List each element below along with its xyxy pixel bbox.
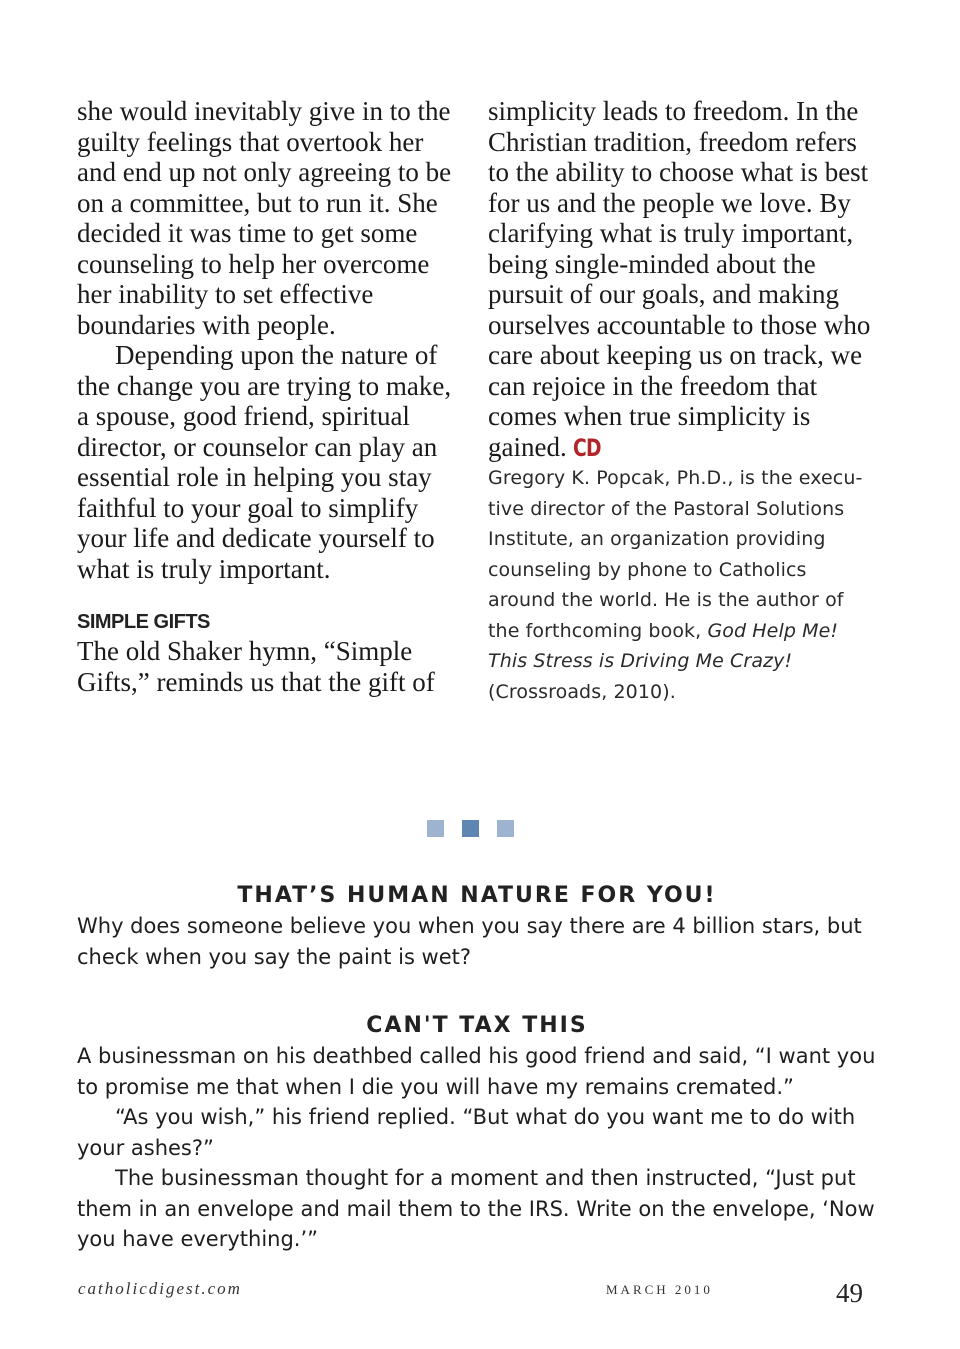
- left-column: [77, 96, 462, 697]
- page-number: 49: [836, 1278, 863, 1308]
- joke-1-text: Why does someone believe you when you say there are 4 billion stars, but check when you say the paint is wet?: [77, 914, 862, 969]
- separator-square-2: [462, 820, 479, 837]
- footer-issue-date: MARCH 2010: [606, 1282, 713, 1297]
- joke-2-paragraph-2: “As you wish,” his friend replied. “But what do you want me to do with your ashes?”: [77, 1105, 856, 1160]
- left-paragraph-3: The old Shaker hymn, “Simple Gifts,” reminds us that the gift of: [77, 636, 435, 697]
- separator-square-3: [497, 820, 514, 837]
- right-paragraph-1: [488, 96, 880, 463]
- bio-publisher: (Crossroads, 2010).: [488, 680, 676, 703]
- left-paragraph-2: Depending upon the nature of the change you are trying to make, a spouse, good friend, spiritual director, or counselor can play an essential role in helping you stay faithful to your goal to simplify your life and dedicate yourself to what is truly important.: [77, 340, 452, 584]
- right-paragraph-1-text: simplicity leads to freedom. In the Christian tradition, freedom refers to the ability to choose what is best for us and the people we love. By clarifying what is truly important, being single-minded about the pursuit of our goals, and making ourselves accountable to those who care about keeping us on track, we can rejoice in the freedom that comes when true simplicity is gained.: [488, 96, 871, 462]
- footer-website: catholicdigest.com: [78, 1279, 242, 1298]
- bio-book-title: God Help Me! This Stress is Driving Me Crazy!: [488, 619, 839, 672]
- joke-human-nature: [77, 881, 877, 972]
- left-paragraph-1: she would inevitably give in to the guilty feelings that overtook her and end up not only agreeing to be on a committee, but to run it. She decided it was time to get some counseling to help her overcome her inability to set effective boundaries with people.: [77, 96, 452, 340]
- section-separator: [427, 820, 514, 837]
- right-column: [488, 96, 880, 707]
- joke-2-paragraph-1: A businessman on his deathbed called his good friend and said, “I want you to promise me that when I die you will have my remains cremated.”: [77, 1044, 876, 1099]
- joke-cant-tax-this: [77, 1011, 877, 1255]
- separator-square-1: [427, 820, 444, 837]
- joke-2-title: CAN'T TAX THIS: [366, 1013, 588, 1038]
- subhead-simple-gifts: SIMPLE GIFTS: [77, 611, 210, 633]
- joke-1-title: THAT’S HUMAN NATURE FOR YOU!: [237, 883, 717, 908]
- author-bio: [488, 463, 880, 707]
- bio-text: Gregory K. Popcak, Ph.D., is the executive director of the Pastoral Solutions Institute, an organization providing counseling by phone to Catholics around the world. He is the author of the forthcoming book,: [488, 467, 863, 642]
- joke-2-paragraph-3: The businessman thought for a moment and then instructed, “Just put them in an envelope and mail them to the IRS. Write on the envelope, ‘Now you have everything.’”: [77, 1166, 875, 1251]
- cd-end-mark: CD: [573, 433, 602, 462]
